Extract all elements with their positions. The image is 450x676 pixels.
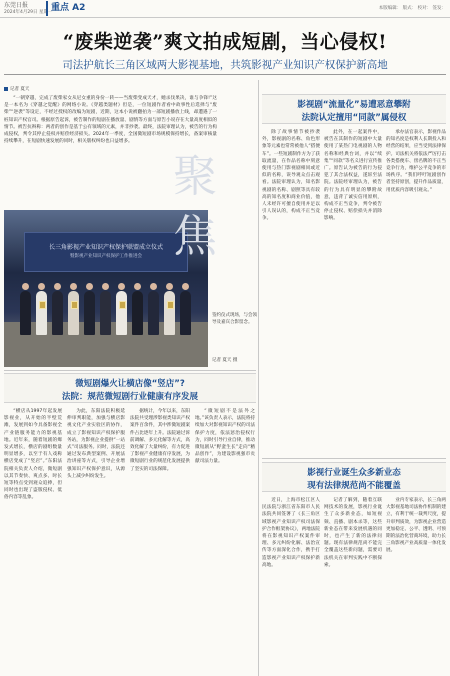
section-2-subtitle: 法院：规范微短剧行业健康有序发展 <box>61 392 198 402</box>
section-2-column-2 <box>67 408 125 676</box>
award-plaque <box>39 301 46 309</box>
masthead-date: 2024年4月29日 星期一 <box>4 10 53 15</box>
section-2-title: 微短剧爆火让横店像“竖店”? <box>75 379 185 389</box>
byline-text: 记者 夏天 <box>10 87 30 92</box>
section-1-column-2 <box>324 129 382 453</box>
section-3-title: 影视行业诞生众多新业态 <box>307 468 401 478</box>
award-plaque <box>71 301 78 309</box>
paragraph: 记者了解到，随着互联网技术的发展，影视行业诞生了众多新业态，如短视频、直播、剧本杀等，这些新业态在带来发展机遇的同时，也产生了新的法律问题。现有法律规范尚不能完全覆盖这些新问题，需要司法机关在审判实践中不断探索。 <box>324 498 382 568</box>
paragraph: 业内专家表示，长三角两大影视基地司法协作机制的建立，有利于统一裁判尺度，提升审判质效，为影视企业营造更加稳定、公平、透明、可预期的法治化营商环境，助力长三角影视产业高质量一体化发展。 <box>386 498 446 554</box>
section-3-column-3 <box>386 497 446 676</box>
section-3-column-2 <box>324 497 382 676</box>
person-figure <box>36 291 47 335</box>
section-heading-2 <box>4 373 256 403</box>
section-1-title: 影视剧“流量化”易遭恶意攀附 <box>297 100 411 110</box>
photo-credit: 记者 夏天 摄 <box>212 358 238 363</box>
paragraph: 近日，上海市松江区人民法院与浙江省东阳市人民法院共同签署了《长三角区域影视产业知识产权司法保护合作框架协议》，两地法院将在影视知识产权案件审理、多元纠纷化解、法治宣传等方面深化合作，携手打造影视产业知识产权保护新高地。 <box>262 498 320 568</box>
section-3-subtitle: 现有法律规范尚不能覆盖 <box>307 481 401 491</box>
person-figure <box>100 291 111 335</box>
section-2-column-4 <box>195 408 255 676</box>
paragraph: “横店从1997年起发展影视业，从开始的半壁荒滩，发展到如今具备影视全产业链服务能力的影视基地。近年来，随着短剧的爆发式增长，横店的剧组数量明显增多，以至于有人戏称横店变成了“竖店”。”东阳法院相关负责人介绍，微短剧以其节奏快、爽点多、时长短等特点受到观众追捧，但同时也出现了盗版侵权、低俗内容等乱象。 <box>4 409 62 501</box>
section-heading-1 <box>262 94 446 124</box>
banner-title: 长三角影视产业知识产权保护联盟成立仪式 <box>48 244 163 251</box>
section-heading-3 <box>262 462 446 492</box>
headline: “废柴逆袭”爽文拍成短剧，当心侵权! <box>62 31 388 53</box>
person-figure <box>84 291 95 335</box>
person-figure <box>20 291 31 335</box>
paragraph: 此外，在一起案件中，被告在其制作的短剧中大量使用了某热门电视剧的人物名称和经典台词，并以“续集”“同款”等名义进行宣传推广。原告认为被告的行为侵犯了其合法权益，遂诉至法院。法院经审理认为，被告的行为具有明显的攀附故意，违背了诚实信用原则，构成不正当竞争，判令被告停止侵权、赔偿损失并消除影响。 <box>324 130 382 222</box>
person-figure <box>148 291 159 335</box>
section-1-column-3 <box>386 129 446 453</box>
headline-divider <box>4 74 446 75</box>
byline <box>4 86 29 92</box>
person-figure <box>180 291 191 335</box>
background-watermark-character: 聚焦 <box>173 151 217 262</box>
section-2-column-1 <box>4 408 62 676</box>
section-1-column-1 <box>262 129 320 453</box>
editor-meta: 本版编辑： 版式： 校对： 签发： <box>378 6 446 11</box>
page-header-strip <box>0 0 450 18</box>
section-1-subtitle: 法院认定擅用“同款”属侵权 <box>301 113 407 123</box>
section-2-column-3 <box>130 408 190 676</box>
paragraph: “微短剧不是法外之地。”该负责人表示，法院将持续加大对影视知识产权的司法保护力度，依法惩治侵权行为，同时引导行业自律，推动微短剧从“野蛮生长”走向“精品创作”，为建设影视强市贡献司法力量。 <box>195 409 255 465</box>
section-divider <box>4 370 256 371</box>
lead-paragraph: “一朝穿越，完成了废柴家女从尼女重的身份一转——当废柴变成天才，她杀伐果决，谁与争锋!”这是一本名为《穿越之觉醒》的网络小说。《穿越类题材》但是，一位短剧作者看中故事性后选择与“废柴”“逆袭”等设定，不经过授权的改编为短剧，近期，这本小说被翻拍为一部短剧播放上线，却遭遇了一桩知识产权官司。根据原告起诉，被告制作的短剧在播放量、剧情等方面与原告小说存在大量高度相似的情节。被告抗辩称：两者的创作是基于公有领域的元素，并非抄袭。最终，法院审理认为，被告的行为构成侵权，判令其停止侵权并赔偿经济损失。2024年一季度，全国微短剧市场规模保持增长，备案审核量持续攀升，在短剧快速发展的同时，相关版权纠纷也日益增多。 <box>4 96 217 145</box>
section-3-column-1 <box>262 497 320 676</box>
person-figure <box>132 291 143 335</box>
masthead-name: 东莞日报 <box>4 2 29 9</box>
person-figure <box>68 291 79 335</box>
subheadline: 司法护航长三角区域两大影视基地，共筑影视产业知识产权保护新高地 <box>62 59 388 71</box>
section-divider <box>262 458 446 459</box>
section-label: 重点 A2 <box>46 1 110 16</box>
column-divider <box>258 80 259 676</box>
award-plaque <box>167 301 174 309</box>
person-figure <box>52 291 63 335</box>
person-figure <box>164 291 175 335</box>
paragraph: 据统计，今年以来，东阳法院共受理涉影视类知识产权案件百余件，其中涉微短剧案件占比逐年上升。法院通过诉前调解、多元化解等方式，高效化解了大量纠纷，有力促进了影视产业健康有序发展，为微短剧行业的规范化发展提供了坚实的司法保障。 <box>130 409 190 472</box>
award-plaque <box>119 301 126 309</box>
banner-subtitle: 暨影视产业知识产权保护工作推进会 <box>70 254 142 259</box>
paragraph: 除了故事情节被抄袭外，影视剧的名称、角色形象等元素也常常被他人“搭便车”。一些短剧制作方为了获取流量，在作品名称中刻意使用与热门影视剧相同或近似的名称，误导观众点击观看。法院审理认为，知名影视剧的名称、剧照等具有较高的知名度和商业价值，他人未经许可擅自使用并足以引人误认的，构成不正当竞争。 <box>262 130 320 222</box>
person-figure <box>116 291 127 335</box>
paragraph: 承办法官表示，影视作品的知名度是权利人长期投入和经营的结果，应当受到法律保护。司法机关将依法严厉打击各类搭便车、傍名牌的不正当竞争行为，维护公平竞争的市场秩序。“我们呼吁短剧创作者坚持原创，提升作品质量，用优质内容吸引观众。” <box>386 130 446 193</box>
photo-caption: 签约仪式现场，与会领导及嘉宾合影留念。 <box>212 313 257 325</box>
byline-marker-icon <box>4 87 8 91</box>
paragraph: 为此，东阳法院积极延伸审判职能，加强与横店影视文化产业实验区的协作，成立了影视知识产权保护服务站，为影视企业提供“一站式”司法服务。同时，法院还通过发布典型案例、开展法治讲座等方式，引导企业增强知识产权保护意识，从源头上减少纠纷发生。 <box>67 409 125 479</box>
